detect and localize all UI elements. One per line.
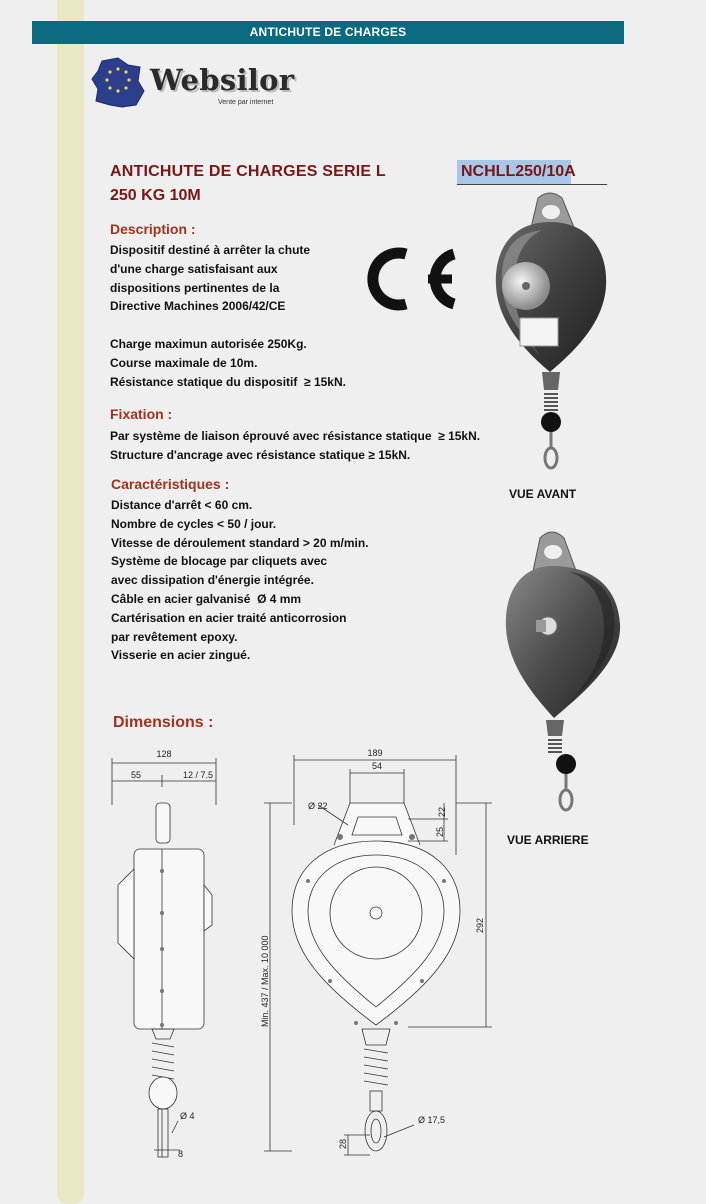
dim-side-right: 12 / 7.5 bbox=[182, 770, 214, 780]
reference-text: NCHLL250/10A bbox=[461, 163, 576, 180]
description-text: Dispositif destiné à arrêter la chute d'une charge satisfaisant aux dispositions pertinentes de la Directive Machines 2006/42/CE Charge maximun autorisée 250Kg. Course maximale de 10m. Résistance statique du dispositif ≥ 15kN. bbox=[110, 243, 346, 389]
product-subtitle: 250 KG 10M bbox=[110, 187, 201, 204]
dim-front-h22: 22 bbox=[437, 806, 447, 817]
device-front-image bbox=[490, 190, 620, 480]
dim-side-cable: Ø 4 bbox=[180, 1111, 195, 1121]
side-stripe bbox=[57, 0, 84, 1204]
caption-back-view: VUE ARRIERE bbox=[507, 833, 589, 847]
dimensions-heading: Dimensions : bbox=[113, 714, 214, 731]
ce-mark-icon bbox=[362, 246, 462, 312]
fixation-heading: Fixation : bbox=[110, 406, 173, 422]
dim-side-end: 8 bbox=[178, 1149, 184, 1159]
logo-text: Websilor bbox=[150, 63, 295, 97]
dim-front-ring: Ø 17,5 bbox=[418, 1115, 446, 1125]
description-heading: Description : bbox=[110, 221, 196, 237]
caracteristiques-heading: Caractéristiques : bbox=[111, 476, 230, 492]
dim-front-handle: 54 bbox=[371, 761, 383, 771]
device-back-image bbox=[500, 528, 630, 820]
logo-tagline: Vente par internet bbox=[218, 99, 274, 106]
dim-front-hole: Ø 22 bbox=[308, 801, 328, 811]
dim-front-height: 292 bbox=[475, 917, 485, 933]
dim-front-width: 189 bbox=[367, 748, 383, 758]
page-banner: ANTICHUTE DE CHARGES bbox=[32, 21, 624, 44]
product-reference bbox=[457, 160, 607, 185]
caption-front-view: VUE AVANT bbox=[509, 487, 577, 501]
dim-front-h25: 25 bbox=[435, 826, 445, 837]
dim-front-range: Min. 437 / Max. 10 000 bbox=[260, 935, 270, 1027]
fixation-text: Par système de liaison éprouvé avec résistance statique ≥ 15kN. Structure d'ancrage avec résistance statique ≥ 15kN. bbox=[110, 429, 481, 462]
dim-side-width: 128 bbox=[156, 749, 172, 759]
dim-front-hook: 28 bbox=[338, 1138, 348, 1149]
dimension-drawing bbox=[108, 745, 498, 1165]
dim-side-left: 55 bbox=[130, 770, 142, 780]
product-title: ANTICHUTE DE CHARGES SERIE L bbox=[110, 163, 386, 180]
caracteristiques-text: Distance d'arrêt < 60 cm. Nombre de cycles < 50 / jour. Vitesse de déroulement standard > 20 m/min. Système de blocage par cliquets avec avec dissipation d'énergie intégrée. Câble en acier galvanisé Ø 4 mm Cartérisation en acier traité anticorrosion par revêtement epoxy. Visserie en acier zingué. bbox=[111, 498, 369, 663]
